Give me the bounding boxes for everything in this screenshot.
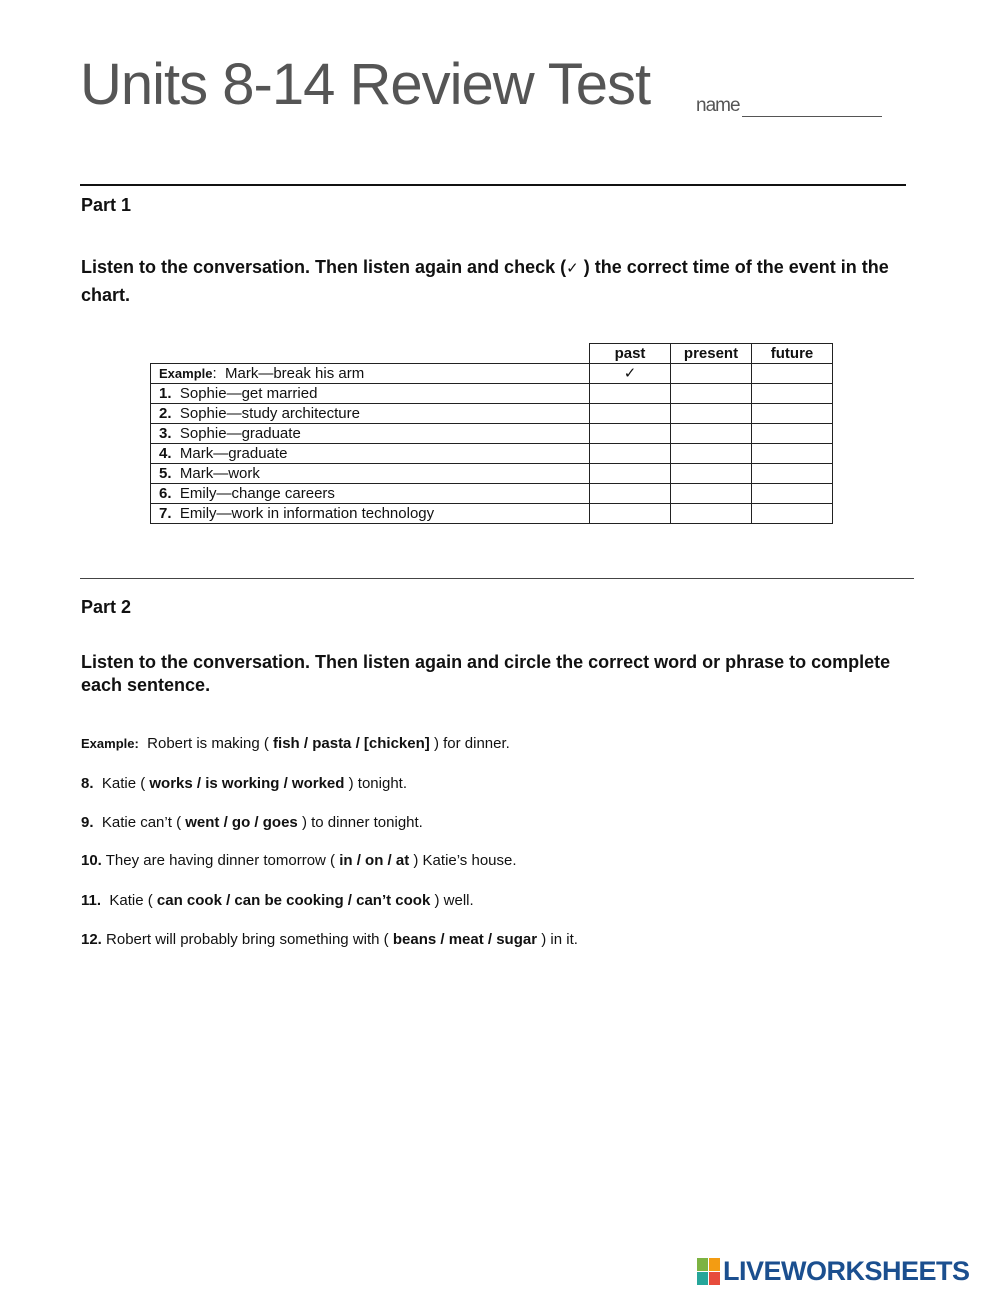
row-number: 5.	[159, 465, 172, 482]
chart-row	[151, 504, 833, 524]
sentence-post: ) well.	[434, 892, 474, 909]
question-number: 9.	[81, 814, 94, 831]
answer-options[interactable]: went / go / goes	[185, 814, 298, 831]
present-checkbox-cell[interactable]	[671, 504, 752, 524]
future-checkbox-cell[interactable]	[752, 464, 833, 484]
sentence-post: ) for dinner.	[433, 735, 510, 752]
column-header-future: future	[752, 344, 833, 364]
past-checkbox-cell[interactable]	[590, 404, 671, 424]
row-number: 7.	[159, 505, 172, 522]
part1-instruction-b: ) the correct time of the event in the chart.	[81, 257, 889, 305]
row-text: Emily—work in information technology	[179, 505, 435, 522]
sentence-pre: Robert is making (	[147, 735, 269, 752]
row-text: Emily—change careers	[179, 485, 335, 502]
logo-text: LIVEWORKSHEETS	[723, 1255, 970, 1286]
present-checkbox-cell[interactable]	[671, 444, 752, 464]
sentence-post: ) tonight.	[348, 775, 407, 792]
present-checkbox-cell[interactable]	[671, 424, 752, 444]
chart-row	[151, 484, 833, 504]
chart-row-item	[151, 484, 590, 504]
row-number: 2.	[159, 405, 172, 422]
row-number: 4.	[159, 445, 172, 462]
check-mark-icon: ✓	[566, 260, 579, 277]
sentence-post: ) Katie’s house.	[413, 852, 517, 869]
question-item	[81, 931, 578, 948]
answer-options[interactable]: can cook / can be cooking / can’t cook	[156, 892, 431, 909]
future-checkbox-cell[interactable]	[752, 424, 833, 444]
column-header-present: present	[671, 344, 752, 364]
answer-options: fish / pasta / [chicken]	[273, 735, 430, 752]
past-checkbox-cell[interactable]	[590, 504, 671, 524]
chart-row-item	[151, 464, 590, 484]
example-text: Mark—break his arm	[225, 365, 365, 382]
sentence-pre: They are having dinner tomorrow (	[105, 852, 336, 869]
name-blank-line[interactable]	[742, 116, 882, 117]
column-header-past: past	[590, 344, 671, 364]
question-item	[81, 892, 474, 909]
past-checkbox-cell[interactable]	[590, 484, 671, 504]
sentence-post: ) in it.	[541, 931, 578, 948]
part1-instruction	[81, 254, 921, 309]
chart-row	[151, 384, 833, 404]
chart-row-item	[151, 404, 590, 424]
chart-row-item	[151, 504, 590, 524]
example-future-cell	[752, 364, 833, 384]
chart-row-item	[151, 444, 590, 464]
row-text: Mark—graduate	[179, 445, 288, 462]
page-title: Units 8-14 Review Test	[80, 52, 651, 117]
sentence-pre: Robert will probably bring something with (	[106, 931, 389, 948]
part1-instruction-a: Listen to the conversation. Then listen again and check (	[81, 257, 567, 277]
past-checkbox-cell[interactable]	[590, 444, 671, 464]
row-text: Mark—work	[179, 465, 260, 482]
name-label: name	[696, 95, 740, 116]
chart-example-row	[151, 364, 833, 384]
chart-row	[151, 464, 833, 484]
part2-instruction: Listen to the conversation. Then listen again and circle the correct word or phrase to complete each sentence.	[81, 652, 891, 695]
row-number: 1.	[159, 385, 172, 402]
question-number: 12.	[81, 931, 102, 948]
check-mark-icon: ✓	[623, 365, 637, 382]
example-present-cell	[671, 364, 752, 384]
example-label: Example	[159, 366, 213, 381]
present-checkbox-cell[interactable]	[671, 484, 752, 504]
past-checkbox-cell[interactable]	[590, 384, 671, 404]
liveworksheets-logo	[697, 1257, 970, 1285]
part2-example	[81, 735, 510, 752]
past-checkbox-cell[interactable]	[590, 424, 671, 444]
sentence-pre: Katie (	[101, 775, 146, 792]
row-number: 3.	[159, 425, 172, 442]
sentence-pre: Katie can’t (	[101, 814, 182, 831]
sentence-post: ) to dinner tonight.	[301, 814, 423, 831]
present-checkbox-cell[interactable]	[671, 384, 752, 404]
section-divider	[80, 578, 914, 579]
chart-row-item	[151, 424, 590, 444]
answer-options[interactable]: beans / meat / sugar	[392, 931, 538, 948]
row-text: Sophie—study architecture	[179, 405, 360, 422]
example-item: Example: Mark—break his arm	[151, 364, 590, 384]
example-label: Example:	[81, 736, 139, 751]
example-past-cell	[590, 364, 671, 384]
question-number: 11.	[81, 892, 102, 909]
future-checkbox-cell[interactable]	[752, 444, 833, 464]
answer-options[interactable]: works / is working / worked	[149, 775, 345, 792]
chart-row	[151, 444, 833, 464]
question-number: 10.	[81, 852, 102, 869]
chart-row-item	[151, 384, 590, 404]
header-divider	[80, 184, 906, 186]
part2-heading: Part 2	[81, 597, 132, 617]
future-checkbox-cell[interactable]	[752, 504, 833, 524]
future-checkbox-cell[interactable]	[752, 484, 833, 504]
chart-corner	[151, 344, 590, 364]
part1-heading: Part 1	[81, 195, 132, 215]
question-item	[81, 814, 423, 831]
question-item	[81, 852, 517, 869]
past-checkbox-cell[interactable]	[590, 464, 671, 484]
sentence-pre: Katie (	[109, 892, 153, 909]
present-checkbox-cell[interactable]	[671, 404, 752, 424]
question-number: 8.	[81, 775, 94, 792]
chart-row	[151, 404, 833, 424]
chart-row	[151, 424, 833, 444]
question-item	[81, 775, 407, 792]
answer-options[interactable]: in / on / at	[339, 852, 410, 869]
logo-blocks-icon	[697, 1258, 720, 1285]
present-checkbox-cell[interactable]	[671, 464, 752, 484]
row-text: Sophie—get married	[179, 385, 318, 402]
chart-header-row	[151, 344, 833, 364]
time-chart-table	[150, 343, 833, 524]
row-text: Sophie—graduate	[179, 425, 301, 442]
future-checkbox-cell[interactable]	[752, 384, 833, 404]
row-number: 6.	[159, 485, 172, 502]
future-checkbox-cell[interactable]	[752, 404, 833, 424]
